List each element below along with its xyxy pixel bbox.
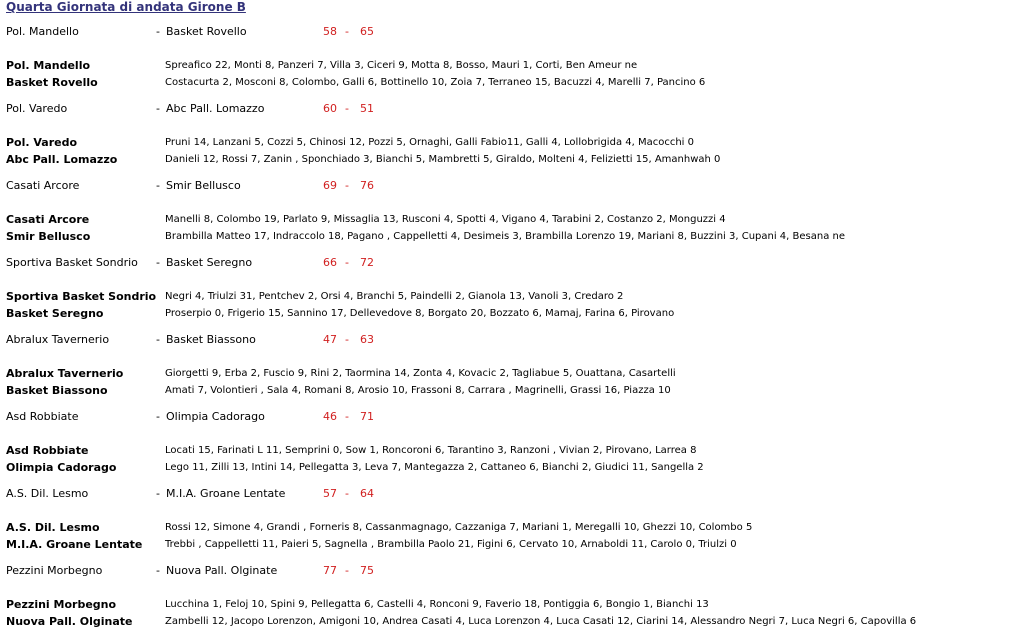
separator: - [156, 25, 160, 38]
home-team-heading: Asd Robbiate [6, 444, 89, 457]
home-team: Pol. Varedo [6, 102, 68, 115]
home-score: 66 [323, 256, 337, 269]
away-players: Brambilla Matteo 17, Indraccolo 18, Pagano , Cappelletti 4, Desimeis 3, Brambilla Lorenzo 19, Mariani 8, Buzzini 3, Cupani 4, Besana ne [165, 231, 846, 242]
home-score: 77 [323, 564, 337, 577]
home-score: 57 [323, 487, 337, 500]
home-team: A.S. Dil. Lesmo [6, 487, 89, 500]
home-players: Manelli 8, Colombo 19, Parlato 9, Missaglia 13, Rusconi 4, Spotti 4, Vigano 4, Tarabini 2, Costanzo 2, Monguzzi 4 [165, 214, 726, 225]
home-score: 46 [323, 410, 337, 423]
away-team: Nuova Pall. Olginate [166, 564, 278, 577]
home-team-heading: A.S. Dil. Lesmo [6, 521, 100, 534]
away-team: Abc Pall. Lomazzo [166, 102, 265, 115]
home-team-heading: Pol. Mandello [6, 59, 91, 72]
away-score: 76 [360, 179, 374, 192]
home-team-heading: Sportiva Basket Sondrio [6, 290, 157, 303]
separator: - [156, 333, 160, 346]
score-separator: - [345, 25, 349, 38]
score-separator: - [345, 102, 349, 115]
away-team: Basket Biassono [166, 333, 256, 346]
away-team: Smir Bellusco [166, 179, 241, 192]
away-players: Proserpio 0, Frigerio 15, Sannino 17, Dellevedove 8, Borgato 20, Bozzato 6, Mamaj, Farina 6, Pirovano [165, 308, 675, 319]
home-team: Abralux Tavernerio [6, 333, 110, 346]
home-team-heading: Abralux Tavernerio [6, 367, 124, 380]
home-players: Lucchina 1, Feloj 10, Spini 9, Pellegatta 6, Castelli 4, Ronconi 9, Faverio 18, Pontiggia 6, Bongio 1, Bianchi 13 [165, 599, 709, 610]
home-team: Casati Arcore [6, 179, 80, 192]
score-separator: - [345, 256, 349, 269]
away-team-heading: Basket Rovello [6, 76, 98, 89]
page-title: Quarta Giornata di andata Girone B [6, 0, 246, 14]
home-score: 60 [323, 102, 337, 115]
home-players: Spreafico 22, Monti 8, Panzeri 7, Villa 3, Ciceri 9, Motta 8, Bosso, Mauri 1, Corti, Ben Ameur ne [165, 60, 638, 71]
away-team-heading: Basket Seregno [6, 307, 104, 320]
home-players: Rossi 12, Simone 4, Grandi , Forneris 8, Cassanmagnago, Cazzaniga 7, Mariani 1, Meregalli 10, Ghezzi 10, Colombo 5 [165, 522, 753, 533]
score-separator: - [345, 487, 349, 500]
away-team-heading: M.I.A. Groane Lentate [6, 538, 143, 551]
away-team-heading: Basket Biassono [6, 384, 108, 397]
separator: - [156, 487, 160, 500]
away-team-heading: Smir Bellusco [6, 230, 91, 243]
away-players: Zambelli 12, Jacopo Lorenzon, Amigoni 10, Andrea Casati 4, Luca Lorenzon 4, Luca Casati 12, Ciarini 14, Alessandro Negri 7, Luca Negri 6, Capovilla 6 [165, 616, 917, 627]
home-players: Pruni 14, Lanzani 5, Cozzi 5, Chinosi 12, Pozzi 5, Ornaghi, Galli Fabio11, Galli 4, Lollobrigida 4, Macocchi 0 [165, 137, 694, 148]
away-team-heading: Olimpia Cadorago [6, 461, 117, 474]
away-team: Basket Rovello [166, 25, 247, 38]
away-players: Lego 11, Zilli 13, Intini 14, Pellegatta 3, Leva 7, Mantegazza 2, Cattaneo 6, Bianchi 2, Giudici 11, Sangella 2 [165, 462, 704, 473]
away-score: 65 [360, 25, 374, 38]
away-players: Costacurta 2, Mosconi 8, Colombo, Galli 6, Bottinello 10, Zoia 7, Terraneo 15, Bacuzzi 4, Marelli 7, Pancino 6 [165, 77, 706, 88]
away-score: 64 [360, 487, 374, 500]
home-team: Pezzini Morbegno [6, 564, 103, 577]
score-separator: - [345, 564, 349, 577]
home-players: Locati 15, Farinati L 11, Semprini 0, Sow 1, Roncoroni 6, Tarantino 3, Ranzoni , Vivian 2, Pirovano, Larrea 8 [165, 445, 697, 456]
separator: - [156, 410, 160, 423]
home-score: 47 [323, 333, 337, 346]
away-score: 75 [360, 564, 374, 577]
away-score: 72 [360, 256, 374, 269]
away-players: Amati 7, Volontieri , Sala 4, Romani 8, Arosio 10, Frassoni 8, Carrara , Magrinelli, Grassi 16, Piazza 10 [165, 385, 671, 396]
home-players: Negri 4, Triulzi 31, Pentchev 2, Orsi 4, Branchi 5, Paindelli 2, Gianola 13, Vanoli 3, Credaro 2 [165, 291, 624, 302]
home-score: 58 [323, 25, 337, 38]
separator: - [156, 564, 160, 577]
away-team-heading: Nuova Pall. Olginate [6, 615, 133, 628]
home-team-heading: Pezzini Morbegno [6, 598, 117, 611]
separator: - [156, 102, 160, 115]
home-players: Giorgetti 9, Erba 2, Fuscio 9, Rini 2, Taormina 14, Zonta 4, Kovacic 2, Tagliabue 5, Ouattana, Casartelli [165, 368, 676, 379]
away-team-heading: Abc Pall. Lomazzo [6, 153, 118, 166]
home-team: Asd Robbiate [6, 410, 79, 423]
home-team: Sportiva Basket Sondrio [6, 256, 138, 269]
score-separator: - [345, 410, 349, 423]
home-team-heading: Pol. Varedo [6, 136, 78, 149]
score-separator: - [345, 179, 349, 192]
away-players: Danieli 12, Rossi 7, Zanin , Sponchiado 3, Bianchi 5, Mambretti 5, Giraldo, Molteni 4, Felizietti 15, Amanhwah 0 [165, 154, 721, 165]
separator: - [156, 256, 160, 269]
separator: - [156, 179, 160, 192]
away-score: 63 [360, 333, 374, 346]
away-players: Trebbi , Cappelletti 11, Paieri 5, Sagnella , Brambilla Paolo 21, Figini 6, Cervato 10, Arnaboldi 11, Carolo 0, Triulzi 0 [165, 539, 737, 550]
home-team: Pol. Mandello [6, 25, 79, 38]
away-team: Olimpia Cadorago [166, 410, 265, 423]
away-team: M.I.A. Groane Lentate [166, 487, 286, 500]
home-team-heading: Casati Arcore [6, 213, 90, 226]
away-score: 71 [360, 410, 374, 423]
away-team: Basket Seregno [166, 256, 253, 269]
away-score: 51 [360, 102, 374, 115]
score-separator: - [345, 333, 349, 346]
home-score: 69 [323, 179, 337, 192]
